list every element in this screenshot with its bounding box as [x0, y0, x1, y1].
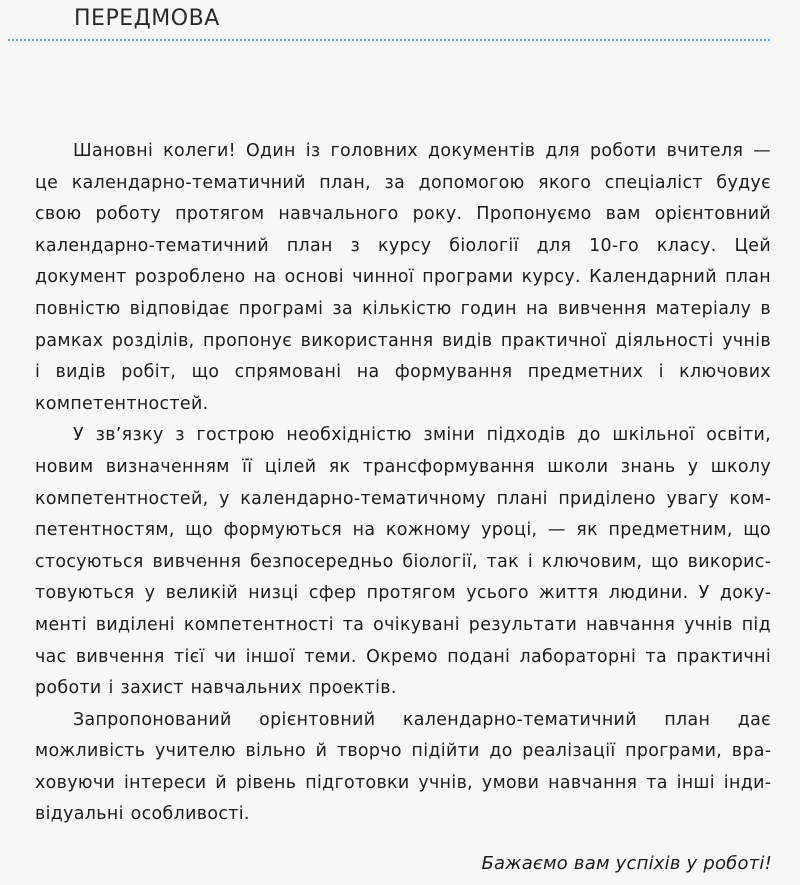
- preface-body: [35, 136, 771, 831]
- paragraph-1: Шановні колеги! Один із головних документів для роботи вчителя — це календарно-тематичний план, за допомогою якого спеціаліст будує свою роботу протягом навчального року. Пропонуємо вам орієнтовний календарно-тематичний план з курсу біології для 10-го класу. Цей документ розроблено на основі чинної програми курсу. Календарний план повністю відповідає програмі за кількістю годин на вивчення матеріалу в рамках розділів, пропонує використання видів практичної діяльності учнів і видів робіт, що спрямовані на формування предметних і ключових компетентностей.: [35, 141, 771, 414]
- closing-wish: Бажаємо вам успіхів у роботі!: [481, 853, 772, 874]
- paragraph-2: У зв’язку з гострою необхідністю зміни підходів до шкільної освіти, новим визначенням її цілей як трансформування школи знань у школу компетентностей, у календарно-тематичному плані приділено увагу компетентностям, що формуються на кожному уроці, — як предметним, що стосуються вивчення безпосередньо біології, так і ключовим, що використовуються у великій низці сфер протягом усього життя людини. У документі виділені компетентності та очікувані результати навчання учнів під час вивчення тієї чи іншої теми. Окремо подані лабораторні та практичні роботи і захист навчальних проектів.: [35, 425, 771, 699]
- dotted-divider: [8, 39, 770, 41]
- section-heading: ПЕРЕДМОВА: [74, 6, 220, 31]
- paragraph-3: Запропонований орієнтовний календарно-тематичний план дає можливість учителю вільно й творчо підійти до реалізації програми, враховуючи інтереси й рівень підготовки учнів, умови навчання та інші індивідуальні особливості.: [35, 709, 771, 825]
